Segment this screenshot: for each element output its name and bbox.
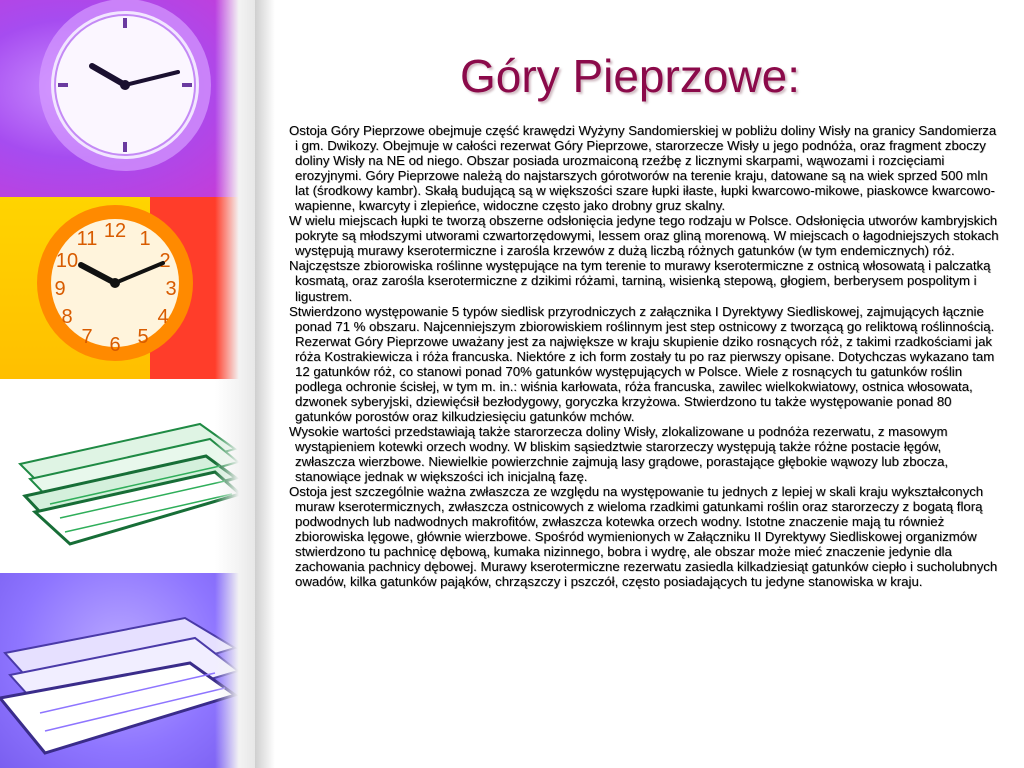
books-stack-icon xyxy=(0,593,240,768)
clock-numeral: 9 xyxy=(54,278,66,300)
clock-numeral: 6 xyxy=(109,334,121,356)
clock-numeral: 4 xyxy=(157,306,169,328)
clock-numeral: 1 xyxy=(139,228,151,250)
body-paragraph: Najczęstsze zbiorowiska roślinne występujące na tym terenie to murawy kserotermiczne z ostnicą włosowatą i palczatką kosmatą, oraz zarośla kserotermiczne z dzikimi różami, tarniną, wisienką stepową, głogiem, berberysem pospolitym i ligustrem. xyxy=(289,258,991,304)
purple-clock-panel xyxy=(0,0,240,197)
clock-numeral: 2 xyxy=(159,250,171,272)
body-paragraph: Stwierdzono występowanie 5 typów siedlisk przyrodniczych z załącznika I Dyrektywy Siedliskowej, zajmujących łącznie ponad 71 % obszaru. Najcenniejszym zbiorowiskiem roślinnym jest step ostnicowy z tworzącą go reliktową roślinnością. Rezerwat Góry Pieprzowe uważany jest za największe w kraju skupienie dziko rosnących róż, z takimi rzadkościami jak róża Kostrakiewicza i róża francuska. Niektóre z ich form zostały tu po raz pierwszy opisane. Dotychczas wykazano tam 12 gatunków róż, co stanowi ponad 70% gatunków występujących w Polsce. Wiele z rosnących tu gatunków roślin podlega ochronie ścisłej, w tym m. in.: wiśnia karłowata, róża francuska, zawilec wielkokwiatowy, ostnica włosowata, dzwonek syberyjski, dziewięćsił bezłodygowy, goryczka krzyżowa. Stwierdzono tu także występowanie ponad 80 gatunków porostów oraz kilkudziesięciu gatunków mchów. xyxy=(289,303,995,424)
slide-title: Góry Pieprzowe: xyxy=(459,50,800,102)
body-paragraph: W wielu miejscach łupki te tworzą obszerne odsłonięcia jedyne tego rodzaju w Polsce. Odsłonięcia utworów kambryjskich pokryte są młodszymi utworami czwartorzędowymi, lessem oraz gliną morenową. W miejscach o łagodniejszych stokach występują murawy kserotermiczne i zarośla krzewów z dużą liczbą różnych gatunków (w tym endemicznych) róż. xyxy=(289,213,999,259)
body-paragraph: Ostoja jest szczególnie ważna zwłaszcza ze względu na występowanie tu jednych z lepiej w skali kraju wykształconych muraw kserotermicznych, zwłaszcza ostnicowych z wieloma rzadkimi gatunkami roślin oraz starorzeczy z bogatą florą podwodnych lub nadwodnych makrofitów, zwłaszcza kotewka orzech wodny. Istotne znaczenie mają tu również zbiorowiska lęgowe, głównie wierzbowe. Spośród wymienionych w Załączniku II Dyrektywy Siedliskowej organizmów stwierdzono tu pachnicę dębową, kumaka nizinnego, bobra i wydrę, ale obszar może mieć znaczenie jedynie dla zachowania pachnicy dębowej. Murawy kserotermiczne rezerwatu zasiedla kilkadziesiąt gatunków ciepło i sucholubnych owadów, kilka gatunków pająków, chrząszczy i pszczół, często posiadających tu jedyne stanowiska w kraju. xyxy=(289,484,998,590)
strip-shadow xyxy=(255,0,275,768)
body-paragraph: Wysokie wartości przedstawiają także starorzecza doliny Wisły, zlokalizowane u podnóża rezerwatu, z masowym wystąpieniem kotewki orzech wodny. W bliskim sąsiedztwie starorzeczy występują także różne postacie łęgów, zwłaszcza wierzbowe. Niewielkie powierzchnie zajmują lasy grądowe, porastające głębokie wąwozy lub zbocza, stanowiące jednak w większości ich inicjalną fazę. xyxy=(289,423,949,485)
clock-numeral: 10 xyxy=(55,250,79,272)
books-stack-icon xyxy=(10,404,240,559)
slide-body xyxy=(289,123,1001,589)
decorative-image-strip xyxy=(0,0,240,768)
violet-books-panel xyxy=(0,573,240,768)
clock-numeral: 11 xyxy=(76,228,98,250)
clock-numeral: 8 xyxy=(61,306,73,328)
clock-numeral: 3 xyxy=(165,278,177,300)
clock-numeral: 5 xyxy=(137,326,149,348)
green-books-panel xyxy=(0,379,240,573)
body-paragraph: Ostoja Góry Pieprzowe obejmuje część krawędzi Wyżyny Sandomierskiej w pobliżu doliny Wisły na granicy Sandomierza i gm. Dwikozy. Obejmuje w całości rezerwat Góry Pieprzowe, starorzecze Wisły u jego podnóża, oraz fragment zboczy doliny Wisły na NE od niego. Obszar posiada urozmaiconą rzeźbę z licznymi skarpami, wąwozami i rozcięciami erozyjnymi. Góry Pieprzowe należą do najstarszych górotworów na terenie kraju, datowane są na wiek sprzed 500 mln lat (środkowy kambr). Skałą budującą są w większości szare łupki iłaste, łupki kwarcowo-mikowe, piaskowce kwarcowo-wapienne, kwarcyty i zlepieńce, widoczne często jako drobny gruz skalny. xyxy=(289,123,997,214)
clock-numeral: 7 xyxy=(81,326,93,348)
clock-numeral: 12 xyxy=(103,220,127,242)
purple-clock-icon xyxy=(30,0,220,175)
orange-clock-icon xyxy=(15,205,205,365)
